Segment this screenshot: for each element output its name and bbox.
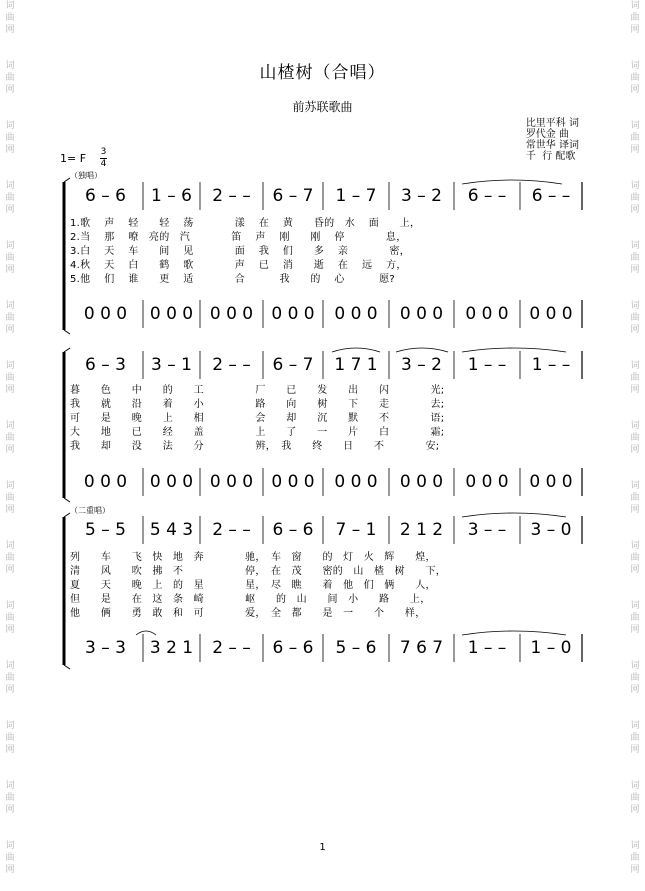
watermark-glyph: 网 bbox=[630, 565, 640, 575]
lyric-line: 1.歌 声 轻 轻 荡 漾 在 黄 昏的 水 面 上， bbox=[70, 218, 421, 229]
watermark-glyph: 词 bbox=[5, 301, 15, 311]
lyric-line: 可 是 晚 上 相 会 却 沉 默 不 语; bbox=[70, 413, 445, 424]
watermark-glyph: 词 bbox=[5, 541, 15, 551]
melody-measure: 2 1 2 bbox=[399, 520, 444, 540]
melody-measure: 1 – – bbox=[531, 355, 571, 375]
meter-top: 3 bbox=[100, 147, 107, 157]
credit-arranger: 千 行 配歌 bbox=[525, 151, 576, 162]
watermark-glyph: 曲 bbox=[630, 133, 640, 143]
watermark-glyph: 网 bbox=[5, 745, 15, 755]
melody-measure: 6 – 7 bbox=[272, 355, 314, 375]
watermark-glyph: 网 bbox=[630, 145, 640, 155]
melody-measure: 6 – – bbox=[467, 186, 507, 206]
harmony-measure: 0 0 0 bbox=[465, 304, 509, 324]
watermark-glyph: 词 bbox=[630, 421, 640, 431]
watermark-glyph: 曲 bbox=[630, 733, 640, 743]
watermark-glyph: 曲 bbox=[630, 313, 640, 323]
melody-measure: 6 – 3 bbox=[85, 355, 126, 375]
watermark-glyph: 词 bbox=[5, 481, 15, 491]
lyric-line: 我 就 沿 着 小 路 向 树 下 走 去; bbox=[70, 399, 445, 410]
lyric-line: 夏 天 晚 上 的 星 星， 尽 瞧 着 他 们 俩 人， bbox=[70, 580, 436, 591]
watermark-glyph: 曲 bbox=[5, 793, 15, 803]
harmony-measure: 1 – – bbox=[467, 638, 507, 658]
watermark-glyph: 词 bbox=[630, 61, 640, 71]
watermark-glyph: 网 bbox=[5, 25, 15, 35]
lyric-line: 5.他 们 谁 更 适 合 我 的 心 愿? bbox=[70, 274, 396, 285]
lyric-line: 大 地 已 经 盖 上 了 一 片 白 霜; bbox=[70, 427, 445, 438]
harmony-measure: 0 0 0 bbox=[149, 304, 194, 324]
harmony-measure: 7 6 7 bbox=[399, 638, 444, 658]
watermark-glyph: 网 bbox=[5, 685, 15, 695]
watermark-glyph: 词 bbox=[630, 301, 640, 311]
watermark-glyph: 词 bbox=[630, 841, 640, 851]
watermark-glyph: 网 bbox=[630, 325, 640, 335]
watermark-glyph: 词 bbox=[630, 241, 640, 251]
watermark-glyph: 网 bbox=[630, 805, 640, 815]
watermark-glyph: 网 bbox=[630, 505, 640, 515]
watermark-glyph: 网 bbox=[5, 205, 15, 215]
melody-measure: 6 – 6 bbox=[272, 520, 314, 540]
lyric-line: 他 俩 勇 敢 和 可 爱， 全 都 是 一 个 样， bbox=[70, 608, 426, 619]
watermark-glyph: 曲 bbox=[630, 433, 640, 443]
melody-measure: 3 – 2 bbox=[401, 186, 442, 206]
watermark-glyph: 曲 bbox=[630, 853, 640, 863]
watermark-glyph: 曲 bbox=[5, 493, 15, 503]
song-title: 山楂树（合唱） bbox=[259, 63, 386, 83]
watermark-glyph: 曲 bbox=[630, 493, 640, 503]
credit-composer: 罗代金 曲 bbox=[525, 129, 569, 140]
harmony-measure: 1 – 0 bbox=[530, 638, 572, 658]
melody-measure: 6 – 7 bbox=[272, 186, 314, 206]
harmony-measure: 0 0 0 bbox=[209, 304, 254, 324]
credit-translator: 常世华 译词 bbox=[525, 140, 579, 151]
harmony-measure: 0 0 0 bbox=[149, 472, 194, 492]
harmony-measure: 0 0 0 bbox=[465, 472, 509, 492]
harmony-measure: 2 – – bbox=[212, 638, 251, 658]
watermark-glyph: 网 bbox=[630, 25, 640, 35]
harmony-measure: 0 0 0 bbox=[334, 304, 378, 324]
song-subtitle: 前苏联歌曲 bbox=[292, 100, 353, 114]
watermark-glyph: 网 bbox=[5, 625, 15, 635]
watermark-glyph: 曲 bbox=[5, 733, 15, 743]
watermark-glyph: 词 bbox=[5, 61, 15, 71]
watermark-glyph: 曲 bbox=[5, 553, 15, 563]
harmony-measure: 0 0 0 bbox=[271, 304, 315, 324]
watermark-glyph: 词 bbox=[5, 421, 15, 431]
watermark-glyph: 词 bbox=[630, 181, 640, 191]
credit-lyricist: 比里平科 词 bbox=[525, 118, 579, 129]
melody-measure: 2 – – bbox=[212, 186, 251, 206]
watermark-glyph: 词 bbox=[5, 661, 15, 671]
watermark-glyph: 曲 bbox=[5, 853, 15, 863]
watermark-glyph: 词 bbox=[5, 721, 15, 731]
key-signature: 1= F bbox=[60, 152, 87, 165]
melody-measure: 7 – 1 bbox=[335, 520, 377, 540]
watermark-glyph: 网 bbox=[630, 265, 640, 275]
duet-label: （二重唱） bbox=[70, 506, 110, 515]
watermark-glyph: 曲 bbox=[5, 73, 15, 83]
watermark-glyph: 曲 bbox=[630, 793, 640, 803]
melody-measure: 1 – 6 bbox=[151, 186, 192, 206]
harmony-measure: 0 0 0 bbox=[83, 304, 128, 324]
watermark-glyph: 曲 bbox=[630, 673, 640, 683]
melody-measure: 1 – 7 bbox=[335, 186, 377, 206]
watermark-glyph: 网 bbox=[5, 265, 15, 275]
melody-measure: 2 – – bbox=[212, 355, 251, 375]
watermark-glyph: 网 bbox=[630, 625, 640, 635]
watermark-glyph: 曲 bbox=[630, 253, 640, 263]
melody-measure: 6 – 6 bbox=[85, 186, 126, 206]
watermark-glyph: 网 bbox=[630, 865, 640, 875]
melody-measure: 1 – – bbox=[467, 355, 507, 375]
solo-label: （独唱） bbox=[70, 171, 102, 180]
melody-measure: 1 7 1 bbox=[334, 355, 378, 375]
watermark-glyph: 网 bbox=[630, 745, 640, 755]
watermark-glyph: 词 bbox=[630, 121, 640, 131]
watermark-glyph: 曲 bbox=[5, 313, 15, 323]
watermark-glyph: 网 bbox=[5, 505, 15, 515]
watermark-glyph: 词 bbox=[630, 601, 640, 611]
harmony-measure: 3 – 3 bbox=[85, 638, 126, 658]
harmony-measure: 5 – 6 bbox=[335, 638, 377, 658]
watermark-glyph: 词 bbox=[5, 1, 15, 11]
watermark-glyph: 词 bbox=[5, 121, 15, 131]
melody-measure: 3 – 2 bbox=[401, 355, 442, 375]
harmony-measure: 0 0 0 bbox=[399, 304, 444, 324]
watermark-glyph: 曲 bbox=[630, 73, 640, 83]
watermark-glyph: 词 bbox=[630, 1, 640, 11]
watermark-glyph: 曲 bbox=[5, 433, 15, 443]
melody-measure: 5 – 5 bbox=[85, 520, 126, 540]
watermark-glyph: 词 bbox=[630, 781, 640, 791]
watermark-glyph: 曲 bbox=[630, 613, 640, 623]
watermark-glyph: 曲 bbox=[630, 193, 640, 203]
watermark-glyph: 网 bbox=[5, 85, 15, 95]
watermark-glyph: 曲 bbox=[5, 673, 15, 683]
watermark-glyph: 词 bbox=[5, 781, 15, 791]
watermark-glyph: 网 bbox=[5, 325, 15, 335]
watermark-glyph: 词 bbox=[630, 721, 640, 731]
watermark-glyph: 网 bbox=[5, 865, 15, 875]
harmony-measure: 0 0 0 bbox=[209, 472, 254, 492]
watermark-glyph: 词 bbox=[630, 361, 640, 371]
melody-measure: 2 – – bbox=[212, 520, 251, 540]
harmony-measure: 0 0 0 bbox=[529, 304, 573, 324]
melody-measure: 6 – – bbox=[531, 186, 571, 206]
meter-bottom: 4 bbox=[100, 159, 107, 169]
watermark-glyph: 网 bbox=[630, 205, 640, 215]
watermark-glyph: 曲 bbox=[630, 553, 640, 563]
melody-measure: 3 – 1 bbox=[151, 355, 192, 375]
watermark-glyph: 词 bbox=[5, 241, 15, 251]
watermark-glyph: 词 bbox=[630, 481, 640, 491]
melody-measure: 3 – – bbox=[467, 520, 507, 540]
harmony-measure: 0 0 0 bbox=[529, 472, 573, 492]
watermark-glyph: 网 bbox=[5, 445, 15, 455]
melody-measure: 5 4 3 bbox=[149, 520, 194, 540]
watermark-glyph: 网 bbox=[5, 385, 15, 395]
watermark-glyph: 网 bbox=[630, 385, 640, 395]
lyric-line: 清 风 吹 拂 不 停， 在 茂 密的 山 楂 树 下， bbox=[70, 566, 447, 577]
harmony-measure: 6 – 6 bbox=[272, 638, 314, 658]
lyric-line: 但 是 在 这 条 崎 岖 的 山 间 小 路 上， bbox=[70, 594, 431, 605]
page-number: 1 bbox=[319, 842, 326, 853]
watermark-glyph: 曲 bbox=[5, 133, 15, 143]
watermark-glyph: 网 bbox=[630, 445, 640, 455]
lyric-line: 我 却 没 法 分 辨， 我 终 日 不 安; bbox=[70, 441, 440, 452]
harmony-measure: 0 0 0 bbox=[271, 472, 315, 492]
watermark-glyph: 曲 bbox=[5, 373, 15, 383]
lyric-line: 2.当 那 嘹 亮的 汽 笛 声 刚 刚 停 息， bbox=[70, 232, 407, 243]
watermark-glyph: 曲 bbox=[630, 373, 640, 383]
harmony-measure: 3 2 1 bbox=[149, 638, 194, 658]
watermark-glyph: 词 bbox=[630, 541, 640, 551]
watermark-glyph: 曲 bbox=[5, 613, 15, 623]
lyric-line: 4.秋 天 白 鹤 歌 声 已 消 逝 在 远 方， bbox=[70, 260, 407, 271]
watermark-glyph: 曲 bbox=[5, 253, 15, 263]
harmony-measure: 0 0 0 bbox=[83, 472, 128, 492]
harmony-measure: 0 0 0 bbox=[334, 472, 378, 492]
watermark-glyph: 网 bbox=[630, 685, 640, 695]
watermark-glyph: 词 bbox=[5, 361, 15, 371]
watermark-glyph: 网 bbox=[5, 565, 15, 575]
lyric-line: 列 车 飞 快 地 奔 驰， 车 窗 的 灯 火 辉 煌， bbox=[70, 552, 436, 563]
watermark-glyph: 网 bbox=[5, 805, 15, 815]
watermark-glyph: 词 bbox=[630, 661, 640, 671]
lyric-line: 3.白 天 车 间 见 面 我 们 多 亲 密， bbox=[70, 246, 411, 257]
watermark-glyph: 词 bbox=[5, 841, 15, 851]
watermark-glyph: 词 bbox=[5, 601, 15, 611]
lyric-line: 暮 色 中 的 工 厂 已 发 出 闪 光; bbox=[70, 385, 445, 396]
melody-measure: 3 – 0 bbox=[530, 520, 572, 540]
watermark-glyph: 曲 bbox=[5, 13, 15, 23]
watermark-glyph: 网 bbox=[5, 145, 15, 155]
watermark-glyph: 网 bbox=[630, 85, 640, 95]
watermark-glyph: 曲 bbox=[630, 13, 640, 23]
watermark-glyph: 曲 bbox=[5, 193, 15, 203]
watermark-glyph: 词 bbox=[5, 181, 15, 191]
harmony-measure: 0 0 0 bbox=[399, 472, 444, 492]
